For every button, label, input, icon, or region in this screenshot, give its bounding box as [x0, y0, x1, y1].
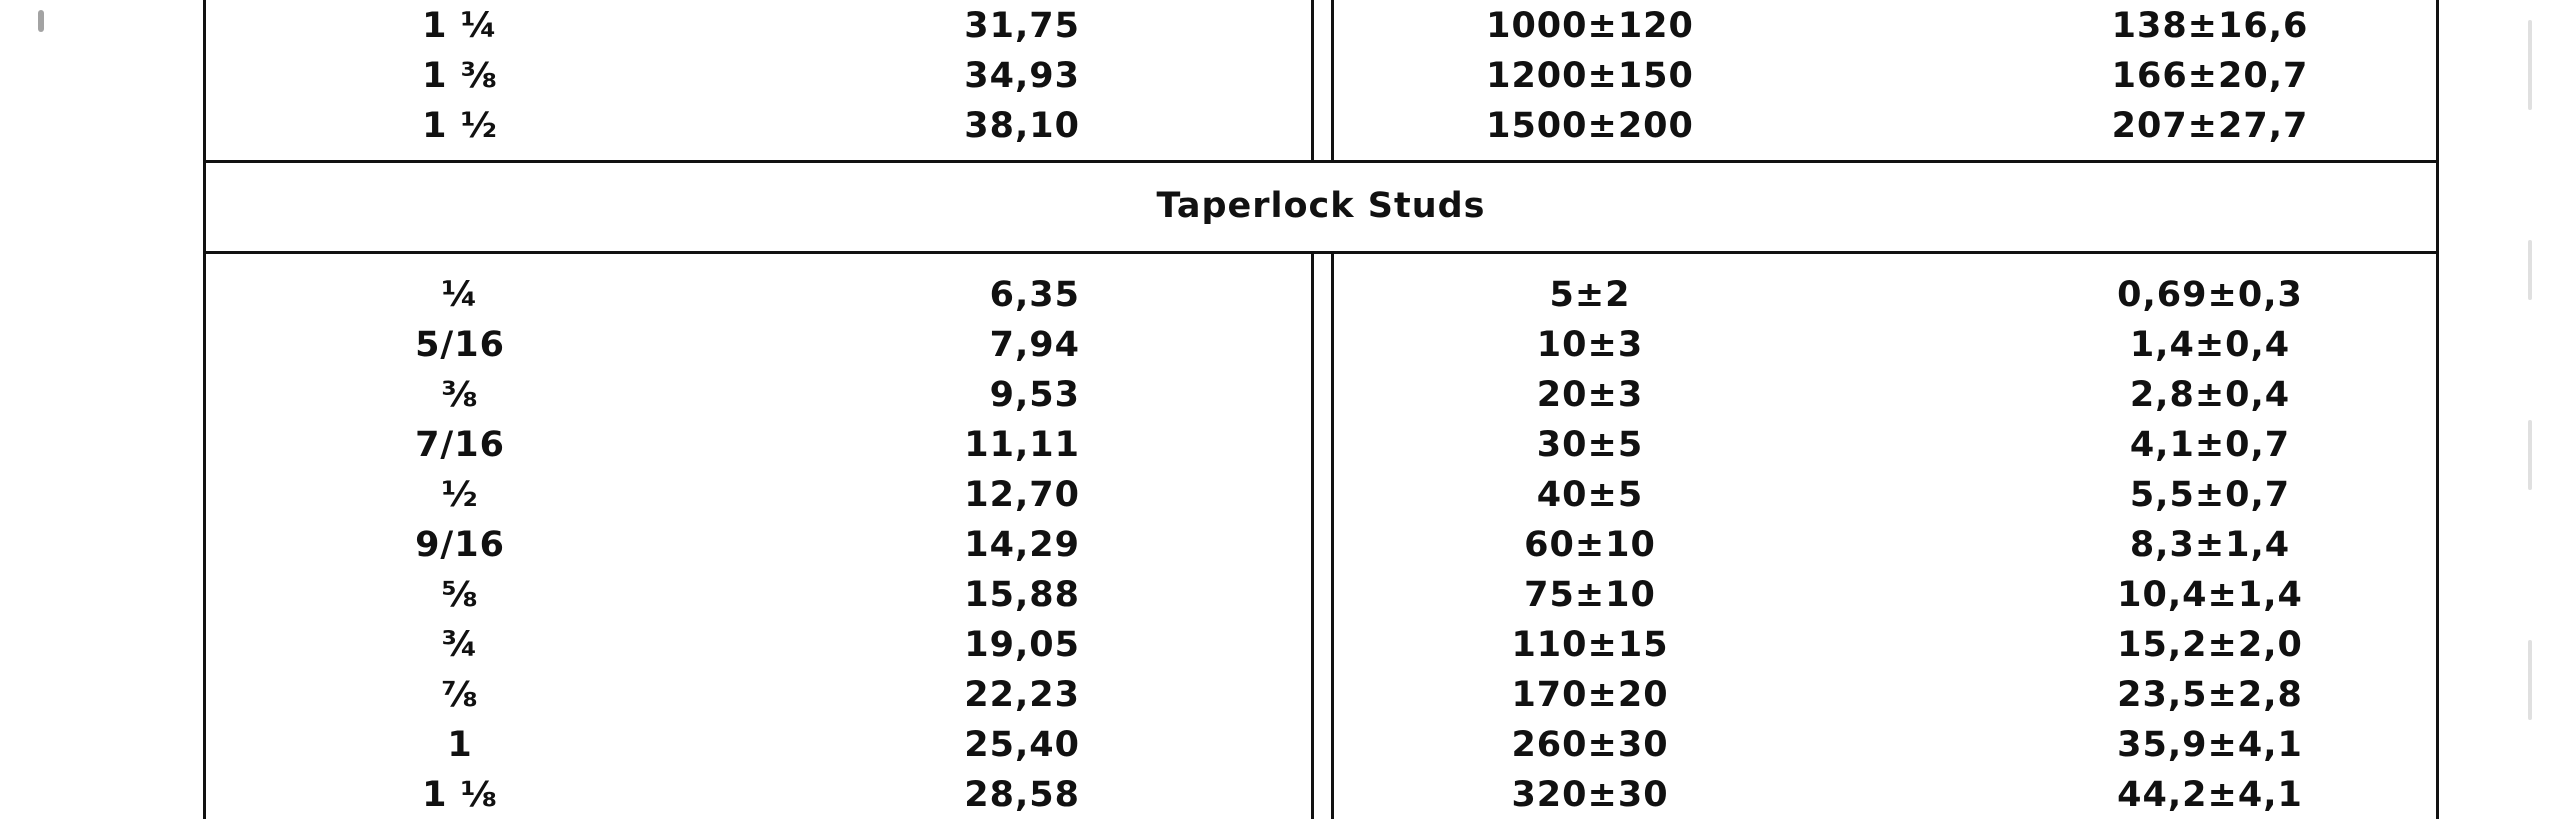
scan-speck — [2528, 640, 2532, 720]
section-title: Taperlock Studs — [1156, 186, 1486, 226]
torque-value: 75±10 — [1524, 575, 1656, 615]
torque-value-alt: 0,69±0,3 — [2117, 275, 2303, 315]
scan-speck — [2528, 420, 2532, 490]
torque-value-alt: 2,8±0,4 — [2129, 375, 2291, 415]
inch-size: 5/16 — [415, 325, 505, 365]
column-divider — [1311, 0, 1314, 160]
torque-value-alt: 4,1±0,7 — [2129, 425, 2291, 465]
torque-value: 170±20 — [1511, 675, 1669, 715]
table-rule — [203, 251, 2439, 254]
inch-size: 1 ¼ — [422, 6, 498, 46]
torque-value: 1000±120 — [1486, 6, 1694, 46]
mm-size: 14,29 — [964, 525, 1080, 565]
torque-value: 60±10 — [1524, 525, 1656, 565]
torque-value: 1500±200 — [1486, 106, 1694, 146]
inch-size: ½ — [441, 475, 479, 515]
mm-size: 12,70 — [964, 475, 1080, 515]
mm-size: 38,10 — [964, 106, 1080, 146]
inch-size: 1 ⅛ — [422, 775, 498, 815]
torque-value-alt: 35,9±4,1 — [2117, 725, 2303, 765]
mm-size: 28,58 — [964, 775, 1080, 815]
mm-size: 31,75 — [964, 6, 1080, 46]
torque-value-alt: 138±16,6 — [2111, 6, 2309, 46]
mm-size: 6,35 — [989, 275, 1080, 315]
table-rule — [203, 160, 2439, 163]
torque-value-alt: 10,4±1,4 — [2117, 575, 2303, 615]
torque-value: 10±3 — [1536, 325, 1644, 365]
torque-value: 5±2 — [1549, 275, 1631, 315]
mm-size: 22,23 — [964, 675, 1080, 715]
mm-size: 34,93 — [964, 56, 1080, 96]
torque-value-alt: 8,3±1,4 — [2129, 525, 2291, 565]
column-divider — [1311, 254, 1314, 819]
mm-size: 7,94 — [989, 325, 1080, 365]
torque-value: 40±5 — [1536, 475, 1644, 515]
inch-size: 1 ½ — [422, 106, 498, 146]
inch-size: ¼ — [441, 275, 479, 315]
inch-size: ⅝ — [441, 575, 479, 615]
column-divider — [1331, 254, 1334, 819]
torque-value: 320±30 — [1511, 775, 1669, 815]
torque-value: 20±3 — [1536, 375, 1644, 415]
torque-value-alt: 1,4±0,4 — [2129, 325, 2291, 365]
scan-speck — [2528, 240, 2532, 300]
mm-size: 11,11 — [964, 425, 1080, 465]
torque-value-alt: 44,2±4,1 — [2117, 775, 2303, 815]
scan-speck — [2528, 20, 2532, 110]
torque-value: 110±15 — [1511, 625, 1669, 665]
column-divider — [1331, 0, 1334, 160]
mm-size: 25,40 — [964, 725, 1080, 765]
scan-speck — [38, 10, 44, 32]
mm-size: 19,05 — [964, 625, 1080, 665]
inch-size: ⅞ — [441, 675, 479, 715]
torque-value: 1200±150 — [1486, 56, 1694, 96]
inch-size: 7/16 — [415, 425, 505, 465]
mm-size: 9,53 — [989, 375, 1080, 415]
torque-value-alt: 5,5±0,7 — [2129, 475, 2291, 515]
torque-value-alt: 207±27,7 — [2111, 106, 2309, 146]
inch-size: ¾ — [441, 625, 479, 665]
torque-value: 260±30 — [1511, 725, 1669, 765]
inch-size: 9/16 — [415, 525, 505, 565]
torque-value-alt: 15,2±2,0 — [2117, 625, 2303, 665]
inch-size: 1 ⅜ — [422, 56, 498, 96]
torque-value-alt: 166±20,7 — [2111, 56, 2309, 96]
torque-value: 30±5 — [1536, 425, 1644, 465]
inch-size: 1 — [447, 725, 473, 765]
mm-size: 15,88 — [964, 575, 1080, 615]
inch-size: ⅜ — [441, 375, 479, 415]
torque-value-alt: 23,5±2,8 — [2117, 675, 2303, 715]
